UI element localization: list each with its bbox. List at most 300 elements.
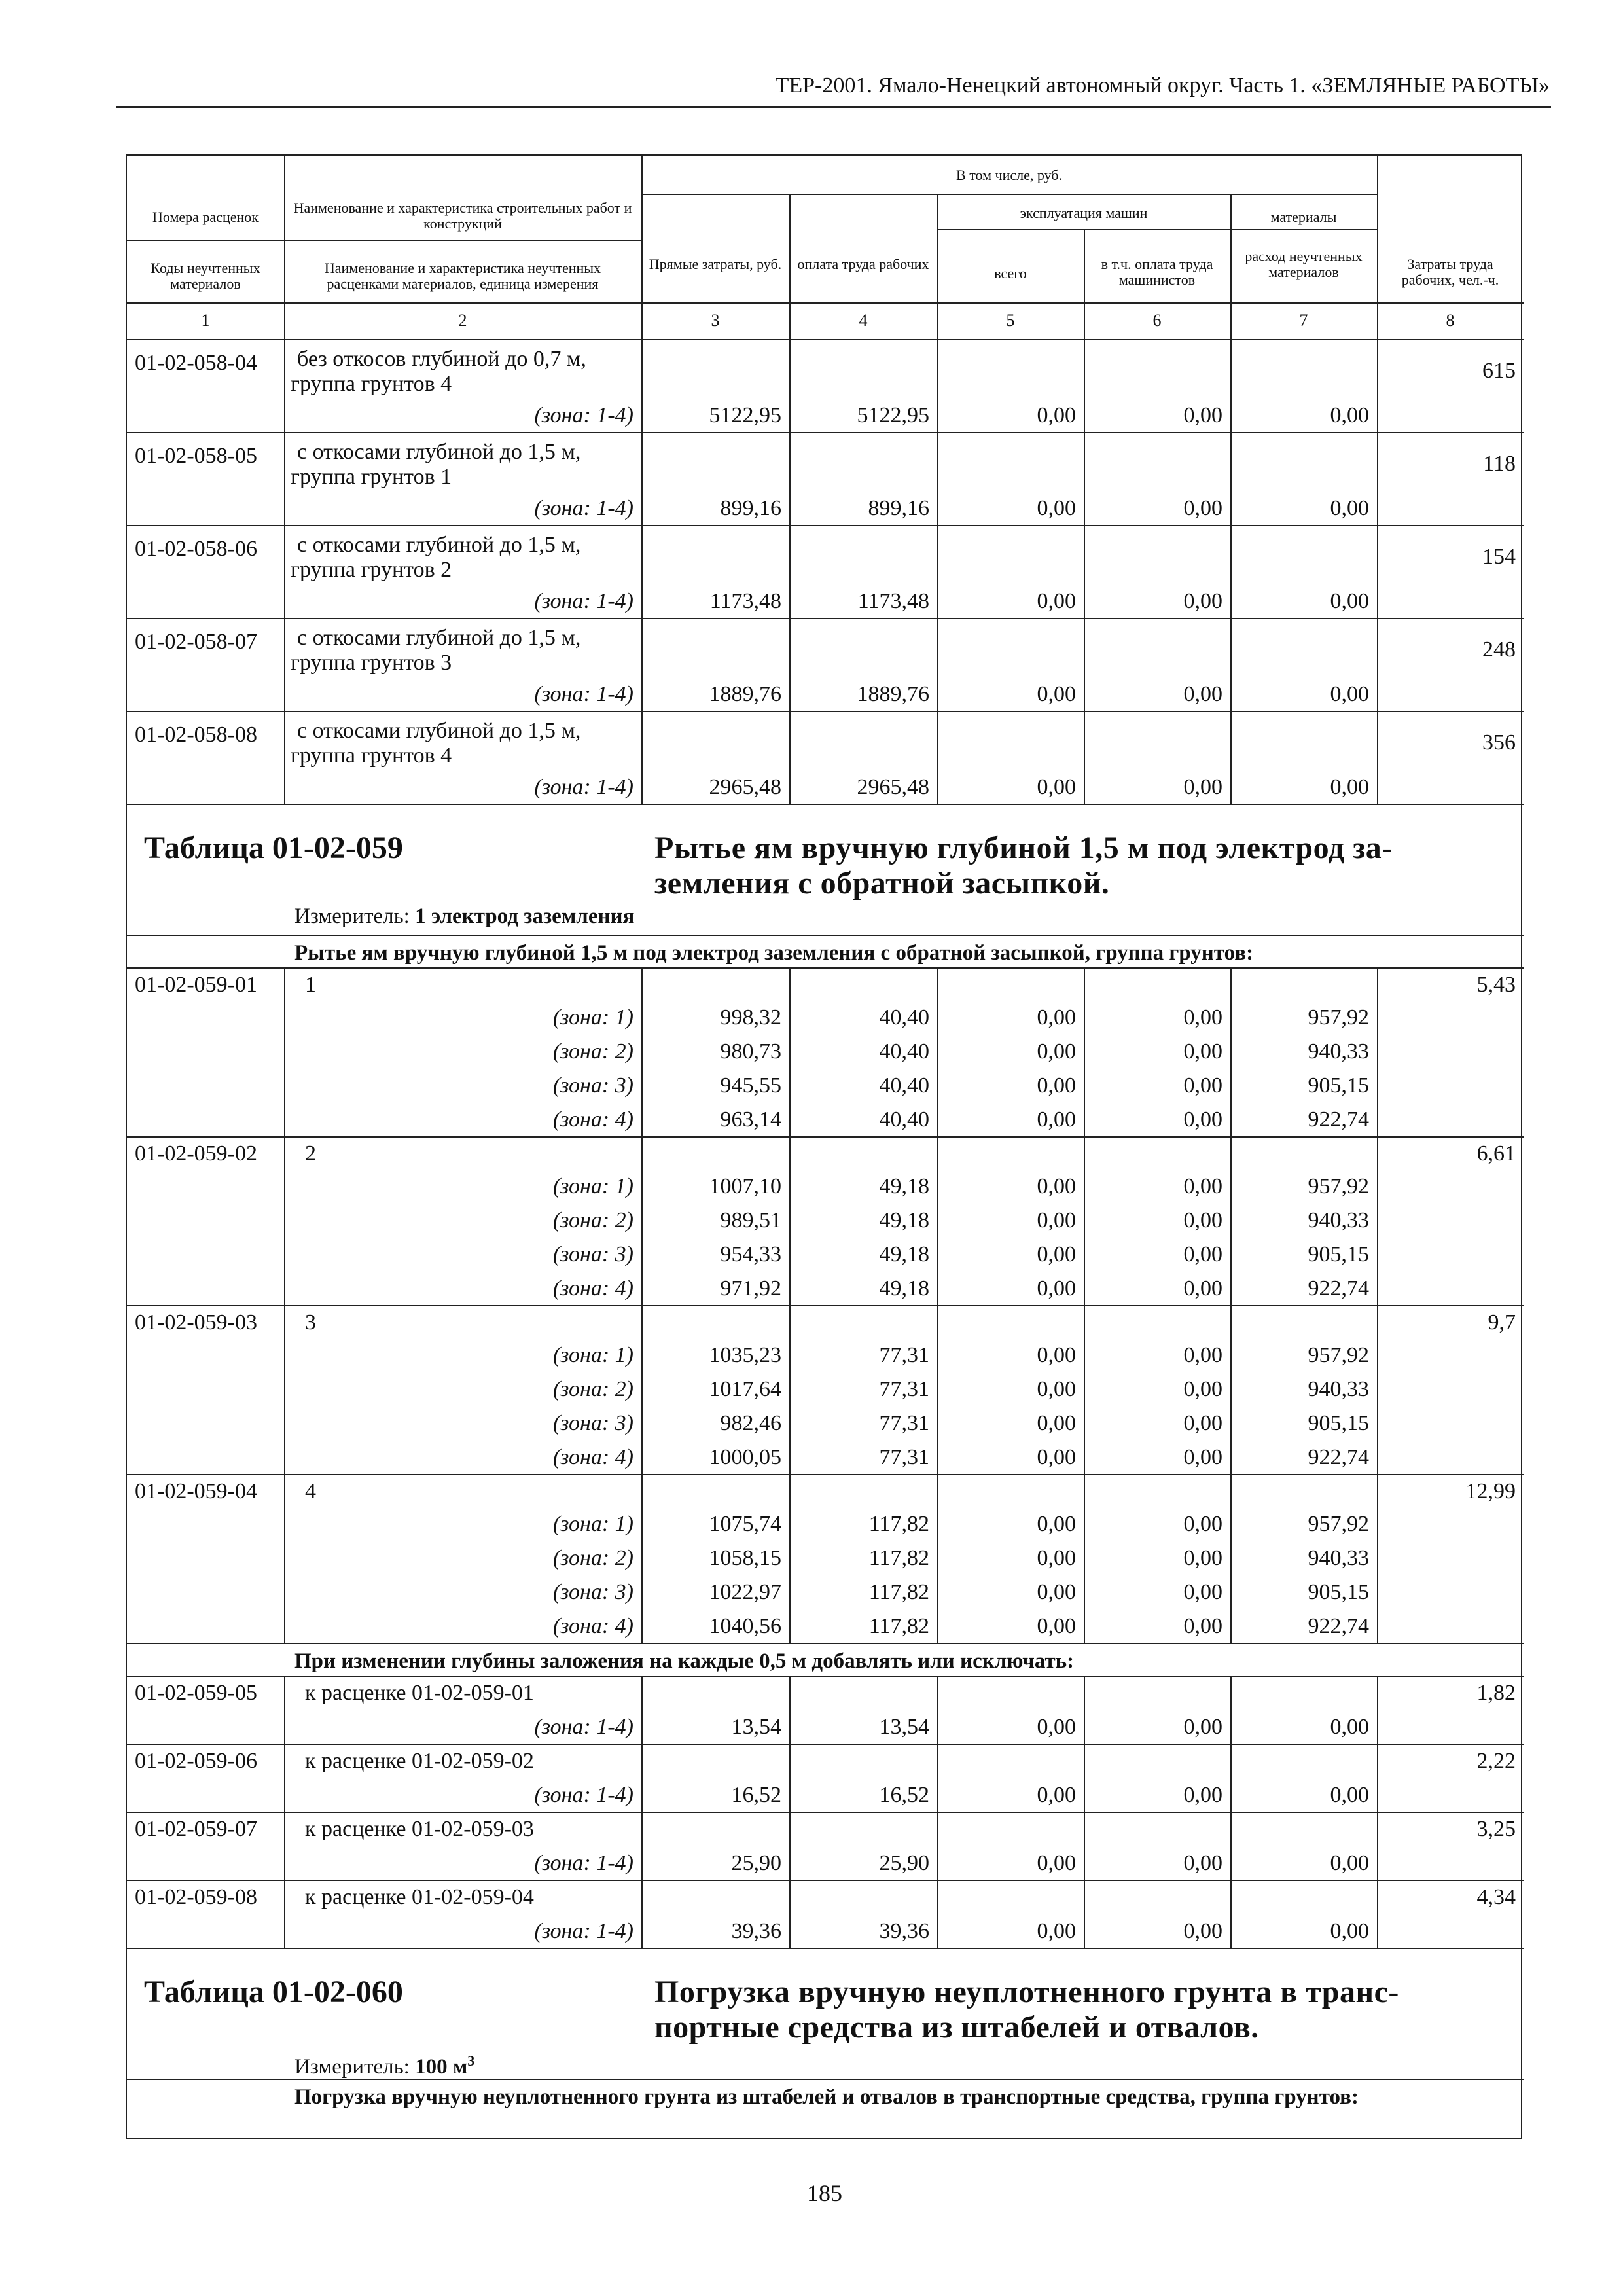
column-rule [1084,432,1085,525]
column-number: 4 [859,311,868,330]
zone-label: (зона: 2) [552,1208,633,1232]
labor-cost: 49,18 [879,1276,929,1300]
driver-cost: 0,00 [1183,1039,1222,1064]
running-header: ТЕР-2001. Ямало-Ненецкий автономный округ. Часть 1. «ЗЕМЛЯНЫЕ РАБОТЫ» [775,73,1550,98]
material-cost: 0,00 [1330,1715,1369,1739]
zone-label: (зона: 3) [552,1073,633,1098]
machine-cost: 0,00 [1037,1715,1076,1739]
column-rule [789,1812,791,1880]
driver-cost: 0,00 [1183,1411,1222,1435]
zone-label: (зона: 1-4) [534,1851,633,1875]
direct-cost: 945,55 [720,1073,781,1098]
labor-cost: 117,82 [868,1614,929,1638]
column-rule [284,1880,285,1948]
column-rule [284,525,285,618]
direct-cost: 16,52 [731,1783,781,1807]
labor-cost: 117,82 [868,1580,929,1604]
direct-cost: 1000,05 [709,1445,781,1469]
work-description: группа грунтов 1 [291,465,452,489]
header-machines: эксплуатация машин [1020,205,1148,221]
column-rule [1084,1136,1085,1305]
rate-code: 01-02-058-08 [135,723,257,747]
column-rule [641,1305,643,1474]
column-rule [284,432,285,525]
header-machines-total: всего [994,265,1027,281]
machine-cost: 0,00 [1037,1546,1076,1570]
column-rule [1377,432,1378,525]
table-rule [127,2079,1524,2080]
machine-cost: 0,00 [1037,1614,1076,1638]
column-rule [789,1744,791,1812]
column-rule [1084,1474,1085,1643]
work-description: группа грунтов 4 [291,744,452,768]
work-description: к расценке 01-02-059-02 [305,1749,534,1773]
driver-cost: 0,00 [1183,1377,1222,1401]
table-description: Погрузка вручную неуплотненного грунта в транс- [654,1975,1399,2009]
machine-cost: 0,00 [1037,1580,1076,1604]
zone-label: (зона: 3) [552,1411,633,1435]
machine-cost: 0,00 [1037,1174,1076,1198]
column-rule [1377,1305,1378,1474]
labor-cost: 40,40 [879,1005,929,1030]
table-rule [127,1474,1524,1475]
column-rule [1230,339,1232,432]
labor-cost: 1889,76 [857,682,929,706]
labor-cost: 117,82 [868,1546,929,1570]
direct-cost: 998,32 [720,1005,781,1030]
rate-code: 01-02-058-07 [135,630,257,654]
machine-cost: 0,00 [1037,1445,1076,1469]
column-rule [641,1676,643,1744]
material-cost: 0,00 [1330,496,1369,520]
column-rule [284,1744,285,1812]
column-rule [1377,1474,1378,1643]
table-rule [127,240,641,241]
column-rule [937,1474,938,1643]
group-heading: Погрузка вручную неуплотненного грунта из штабелей и отвалов в транспортные средства, группа грунтов: [294,2085,1359,2109]
machine-cost: 0,00 [1037,1851,1076,1875]
machine-cost: 0,00 [1037,1377,1076,1401]
rate-code: 01-02-058-04 [135,351,257,375]
column-rule [641,1744,643,1812]
driver-cost: 0,00 [1183,1276,1222,1300]
rate-code: 01-02-059-03 [135,1310,257,1335]
labor-cost: 49,18 [879,1208,929,1232]
direct-cost: 1035,23 [709,1343,781,1367]
column-rule [1084,967,1085,1136]
material-cost: 0,00 [1330,1919,1369,1943]
page-number: 185 [807,2180,842,2206]
direct-cost: 989,51 [720,1208,781,1232]
soil-group: 4 [305,1479,316,1503]
material-cost: 922,74 [1308,1614,1369,1638]
column-rule [789,967,791,1136]
direct-cost: 971,92 [720,1276,781,1300]
direct-cost: 899,16 [720,496,781,520]
machine-cost: 0,00 [1037,1107,1076,1132]
labor-hours: 1,82 [1476,1681,1516,1705]
rate-code: 01-02-058-05 [135,444,257,468]
column-rule [1377,711,1378,804]
soil-group: 1 [305,973,316,997]
column-rule [641,339,643,432]
table-description: земления с обратной засыпкой. [654,866,1110,901]
table-rule [127,935,1524,936]
table-rule [937,229,1377,230]
column-rule [1230,967,1232,1136]
header-materials: материалы [1270,209,1337,225]
column-rule [789,618,791,711]
rate-code: 01-02-059-08 [135,1885,257,1909]
material-cost: 0,00 [1330,589,1369,613]
column-number: 1 [201,311,210,330]
material-cost: 940,33 [1308,1208,1369,1232]
labor-cost: 77,31 [879,1343,929,1367]
column-rule [1230,1744,1232,1812]
material-cost: 0,00 [1330,775,1369,799]
driver-cost: 0,00 [1183,1107,1222,1132]
price-table [126,154,1522,2139]
machine-cost: 0,00 [1037,1005,1076,1030]
direct-cost: 1040,56 [709,1614,781,1638]
labor-cost: 117,82 [868,1512,929,1536]
header-material-name: Наименование и характеристика неучтенных расценками материалов, единица измерения [324,260,601,293]
column-rule [641,1474,643,1643]
rate-code: 01-02-058-06 [135,537,257,561]
driver-cost: 0,00 [1183,1580,1222,1604]
driver-cost: 0,00 [1183,1715,1222,1739]
column-rule [1377,525,1378,618]
driver-cost: 0,00 [1183,1512,1222,1536]
column-rule [641,1880,643,1948]
column-rule [1230,1136,1232,1305]
table-rule [127,711,1524,712]
zone-label: (зона: 1-4) [534,1715,633,1739]
machine-cost: 0,00 [1037,1919,1076,1943]
column-rule [641,432,643,525]
table-rule [127,1948,1524,1949]
direct-cost: 1017,64 [709,1377,781,1401]
table-rule [127,302,1524,304]
column-rule [789,1676,791,1744]
driver-cost: 0,00 [1183,1546,1222,1570]
material-cost: 922,74 [1308,1276,1369,1300]
material-cost: 905,15 [1308,1242,1369,1266]
direct-cost: 1007,10 [709,1174,781,1198]
column-rule [284,339,285,432]
column-rule [641,525,643,618]
column-rule [1084,1305,1085,1474]
column-rule [1377,618,1378,711]
machine-cost: 0,00 [1037,1276,1076,1300]
column-rule [937,618,938,711]
zone-label: (зона: 1-4) [534,403,633,427]
column-rule [789,525,791,618]
header-rule [116,106,1551,108]
zone-label: (зона: 2) [552,1039,633,1064]
driver-cost: 0,00 [1183,1614,1222,1638]
column-rule [1377,339,1378,432]
group-heading: Рытье ям вручную глубиной 1,5 м под электрод заземления с обратной засыпкой, группа грунтов: [294,941,1254,965]
table-rule [127,1136,1524,1138]
column-rule [1377,1812,1378,1880]
soil-group: 3 [305,1310,316,1335]
zone-label: (зона: 3) [552,1242,633,1266]
column-rule [1084,1880,1085,1948]
header-including: В том числе, руб. [956,167,1062,183]
column-rule [1084,1812,1085,1880]
column-rule [937,1136,938,1305]
material-cost: 0,00 [1330,403,1369,427]
driver-cost: 0,00 [1183,1073,1222,1098]
measure-line: Измеритель: 100 $м^3$ [294,2053,475,2079]
work-description: к расценке 01-02-059-01 [305,1681,534,1705]
column-rule [641,1812,643,1880]
zone-label: (зона: 1) [552,1512,633,1536]
machine-cost: 0,00 [1037,682,1076,706]
direct-cost: 1173,48 [709,589,781,613]
zone-label: (зона: 1-4) [534,1919,633,1943]
direct-cost: 980,73 [720,1039,781,1064]
rate-code: 01-02-059-01 [135,973,257,997]
labor-hours: 154 [1482,545,1516,569]
material-cost: 0,00 [1330,1851,1369,1875]
labor-hours: 4,34 [1476,1885,1516,1909]
column-rule [284,967,285,1136]
column-rule [1230,1880,1232,1948]
table-rule [127,432,1524,433]
labor-cost: 25,90 [879,1851,929,1875]
header-labor-hours: Затраты труда рабочих, чел.-ч. [1401,256,1499,289]
header-drivers: в т.ч. оплата труда машинистов [1101,256,1213,289]
column-rule [1084,1676,1085,1744]
work-description: группа грунтов 4 [291,372,452,396]
column-number: 5 [1006,311,1015,330]
zone-label: (зона: 1) [552,1343,633,1367]
table-rule [127,1643,1524,1644]
labor-cost: 899,16 [868,496,929,520]
labor-cost: 16,52 [879,1783,929,1807]
zone-label: (зона: 4) [552,1614,633,1638]
column-number: 7 [1299,311,1308,330]
zone-label: (зона: 1-4) [534,589,633,613]
driver-cost: 0,00 [1183,1445,1222,1469]
column-rule [284,618,285,711]
machine-cost: 0,00 [1037,1242,1076,1266]
column-rule [937,711,938,804]
zone-label: (зона: 4) [552,1445,633,1469]
direct-cost: 5122,95 [709,403,781,427]
labor-cost: 77,31 [879,1377,929,1401]
column-rule [789,1305,791,1474]
table-rule [127,1305,1524,1306]
group-heading: При изменении глубины заложения на каждые 0,5 м добавлять или исключать: [294,1649,1075,1673]
labor-cost: 2965,48 [857,775,929,799]
labor-cost: 49,18 [879,1174,929,1198]
column-number: 2 [458,311,467,330]
column-rule [641,1136,643,1305]
labor-hours: 6,61 [1476,1141,1516,1166]
column-rule [937,339,938,432]
column-rule [937,432,938,525]
table-rule [127,1880,1524,1881]
labor-hours: 615 [1482,359,1516,383]
direct-cost: 1889,76 [709,682,781,706]
labor-hours: 12,99 [1465,1479,1516,1503]
driver-cost: 0,00 [1183,1242,1222,1266]
driver-cost: 0,00 [1183,1208,1222,1232]
table-rule [127,1744,1524,1745]
column-rule [641,618,643,711]
header-work-name: Наименование и характеристика строительных работ и конструкций [293,200,632,232]
work-description: к расценке 01-02-059-03 [305,1817,534,1841]
column-rule [1084,1744,1085,1812]
column-rule [937,1812,938,1880]
column-rule [1084,711,1085,804]
machine-cost: 0,00 [1037,496,1076,520]
table-rule [127,1812,1524,1813]
work-description: к расценке 01-02-059-04 [305,1885,534,1909]
direct-cost: 1058,15 [709,1546,781,1570]
labor-cost: 39,36 [879,1919,929,1943]
zone-label: (зона: 3) [552,1580,633,1604]
header-labor: оплата труда рабочих [797,256,929,272]
column-rule [1230,711,1232,804]
material-cost: 0,00 [1330,682,1369,706]
header-material-codes: Коды неучтенных материалов [151,260,260,293]
zone-label: (зона: 1) [552,1174,633,1198]
material-cost: 957,92 [1308,1343,1369,1367]
labor-hours: 356 [1482,730,1516,755]
column-rule [284,711,285,804]
material-cost: 0,00 [1330,1783,1369,1807]
table-rule [127,339,1524,340]
zone-label: (зона: 4) [552,1276,633,1300]
table-rule [127,1676,1524,1677]
column-rule [1377,1744,1378,1812]
column-rule [641,967,643,1136]
column-rule [284,1474,285,1643]
material-cost: 940,33 [1308,1039,1369,1064]
column-rule [937,1305,938,1474]
column-rule [937,1676,938,1744]
zone-label: (зона: 1-4) [534,496,633,520]
zone-label: (зона: 1-4) [534,682,633,706]
driver-cost: 0,00 [1183,682,1222,706]
direct-cost: 2965,48 [709,775,781,799]
material-cost: 922,74 [1308,1445,1369,1469]
driver-cost: 0,00 [1183,1851,1222,1875]
rate-code: 01-02-059-05 [135,1681,257,1705]
rate-code: 01-02-059-04 [135,1479,257,1503]
zone-label: (зона: 2) [552,1546,633,1570]
labor-cost: 40,40 [879,1073,929,1098]
direct-cost: 13,54 [731,1715,781,1739]
labor-hours: 5,43 [1476,973,1516,997]
driver-cost: 0,00 [1183,1005,1222,1030]
labor-cost: 49,18 [879,1242,929,1266]
column-rule [789,339,791,432]
material-cost: 940,33 [1308,1377,1369,1401]
column-number: 3 [711,311,720,330]
table-description: Рытье ям вручную глубиной 1,5 м под электрод за- [654,831,1393,865]
column-rule [937,967,938,1136]
rate-code: 01-02-059-06 [135,1749,257,1773]
soil-group: 2 [305,1141,316,1166]
column-rule [1230,432,1232,525]
driver-cost: 0,00 [1183,403,1222,427]
direct-cost: 963,14 [720,1107,781,1132]
direct-cost: 25,90 [731,1851,781,1875]
labor-cost: 40,40 [879,1039,929,1064]
column-rule [284,1676,285,1744]
direct-cost: 1075,74 [709,1512,781,1536]
column-rule [1377,967,1378,1136]
table-rule [127,804,1524,805]
labor-cost: 77,31 [879,1445,929,1469]
direct-cost: 954,33 [720,1242,781,1266]
zone-label: (зона: 4) [552,1107,633,1132]
material-cost: 940,33 [1308,1546,1369,1570]
column-rule [1377,1136,1378,1305]
machine-cost: 0,00 [1037,1343,1076,1367]
work-description: с откосами глубиной до 1,5 м, [297,440,581,464]
column-rule [1230,525,1232,618]
zone-label: (зона: 2) [552,1377,633,1401]
material-cost: 957,92 [1308,1512,1369,1536]
column-number: 6 [1152,311,1162,330]
labor-cost: 77,31 [879,1411,929,1435]
labor-hours: 9,7 [1488,1310,1516,1335]
column-rule [1084,339,1085,432]
column-rule [1230,1305,1232,1474]
column-rule [1230,1676,1232,1744]
direct-cost: 39,36 [731,1919,781,1943]
labor-cost: 40,40 [879,1107,929,1132]
column-rule [641,711,643,804]
measure-line: Измеритель: 1 электрод заземления [294,905,635,928]
work-description: группа грунтов 2 [291,558,452,582]
column-rule [1084,618,1085,711]
driver-cost: 0,00 [1183,775,1222,799]
driver-cost: 0,00 [1183,589,1222,613]
direct-cost: 1022,97 [709,1580,781,1604]
machine-cost: 0,00 [1037,1073,1076,1098]
labor-cost: 5122,95 [857,403,929,427]
driver-cost: 0,00 [1183,1343,1222,1367]
labor-cost: 13,54 [879,1715,929,1739]
column-rule [1230,1812,1232,1880]
machine-cost: 0,00 [1037,775,1076,799]
zone-label: (зона: 1) [552,1005,633,1030]
work-description: группа грунтов 3 [291,651,452,675]
labor-hours: 3,25 [1476,1817,1516,1841]
zone-label: (зона: 1-4) [534,775,633,799]
table-rule [127,525,1524,526]
column-rule [1230,618,1232,711]
column-rule [1377,1676,1378,1744]
table-rule [641,194,1377,195]
driver-cost: 0,00 [1183,1174,1222,1198]
column-rule [284,1305,285,1474]
work-description: с откосами глубиной до 1,5 м, [297,719,581,743]
work-description: с откосами глубиной до 1,5 м, [297,626,581,650]
column-rule [937,1880,938,1948]
column-rule [284,1812,285,1880]
column-rule [789,1880,791,1948]
header-materials-unaccounted: расход неучтенных материалов [1245,248,1363,281]
direct-cost: 982,46 [720,1411,781,1435]
